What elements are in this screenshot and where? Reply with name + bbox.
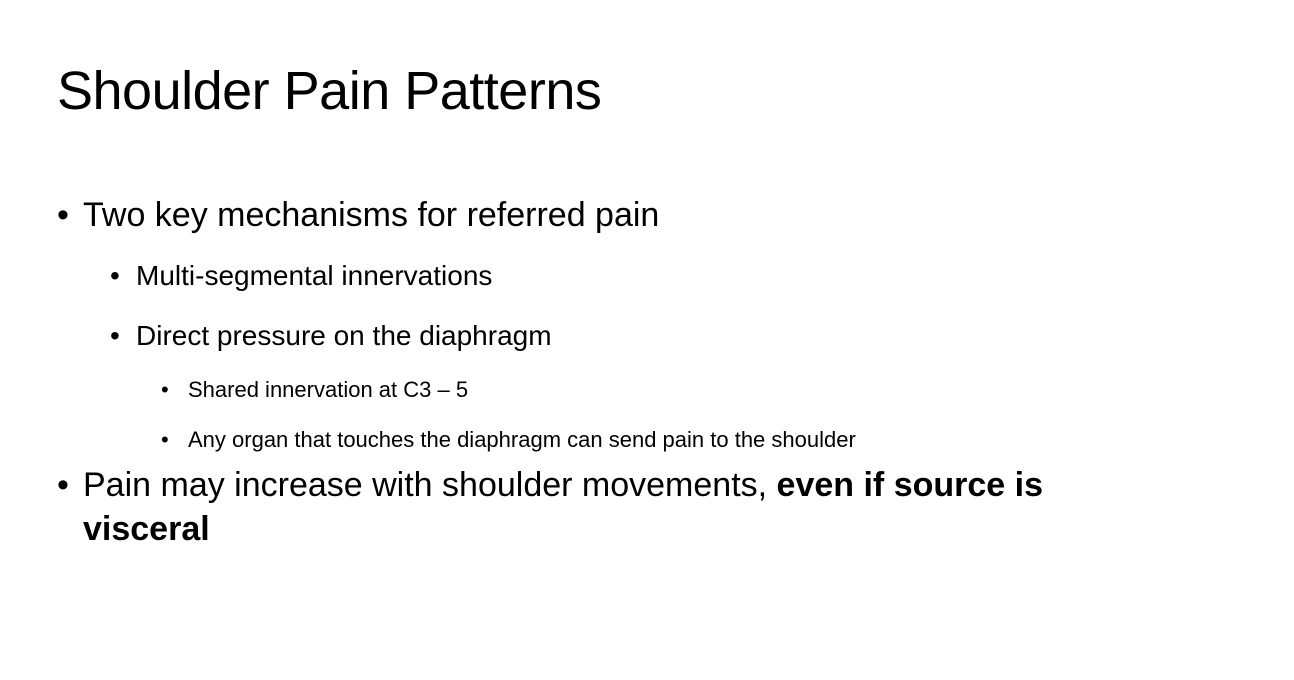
bullet-item-level1: [57, 463, 1117, 551]
bullet-text: Multi-segmental innervations: [136, 260, 493, 291]
bullet-text: Shared innervation at C3 – 5: [188, 377, 469, 402]
bullet-item-level1: [57, 193, 659, 237]
bullet-item-level3: [161, 425, 856, 455]
bullet-text: Any organ that touches the diaphragm can send pain to the shoulder: [188, 427, 856, 452]
bullet-item-level3: [161, 375, 468, 405]
bullet-item-level2: [110, 318, 552, 354]
bullet-text: Two key mechanisms for referred pain: [83, 196, 660, 234]
bullet-icon: •: [161, 377, 169, 402]
bullet-icon: •: [110, 260, 120, 291]
bullet-text: [57, 463, 1117, 551]
bullet-item-level2: [110, 258, 492, 294]
bullet-text: Direct pressure on the diaphragm: [136, 320, 552, 351]
bullet-icon: •: [161, 427, 169, 452]
bullet-text-plain: Pain may increase with shoulder movements,: [83, 466, 777, 504]
bullet-text-bold: even if source is visceral: [83, 466, 1043, 548]
bullet-icon: •: [57, 466, 69, 504]
slide-title: Shoulder Pain Patterns: [57, 61, 602, 121]
bullet-icon: •: [110, 320, 120, 351]
bullet-icon: •: [57, 196, 69, 234]
